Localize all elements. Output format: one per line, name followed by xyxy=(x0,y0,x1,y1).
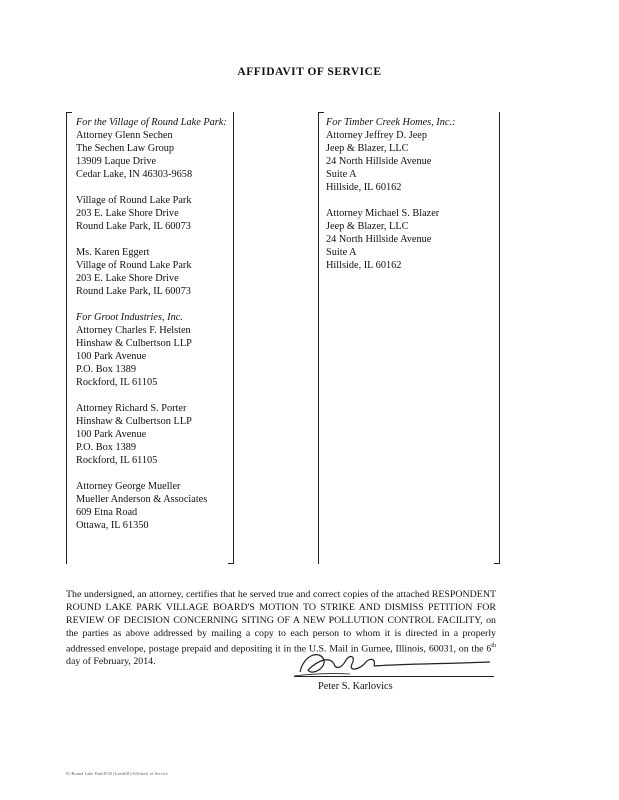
address-line: Hillside, IL 60162 xyxy=(326,182,402,193)
address-line: Village of Round Lake Park xyxy=(76,260,192,271)
address-block xyxy=(76,246,246,298)
address-block xyxy=(76,402,246,467)
address-line: Suite A xyxy=(326,247,357,258)
address-line: 13909 Laque Drive xyxy=(76,156,157,167)
signature-line xyxy=(294,676,494,677)
address-line: Round Lake Park, IL 60073 xyxy=(76,221,191,232)
address-line: Attorney Richard S. Porter xyxy=(76,403,187,414)
address-line: 609 Etna Road xyxy=(76,507,138,518)
address-line: P.O. Box 1389 xyxy=(76,364,137,375)
address-line: 203 E. Lake Shore Drive xyxy=(76,273,179,284)
address-line: Hillside, IL 60162 xyxy=(326,260,402,271)
certification-text: The undersigned, an attorney, certifies that he served true and correct copies of the attached RESPONDENT ROUND LAKE PARK VILLAGE BOARD'S MOTION TO STRIKE AND DISMISS PETITION FOR REVIEW OF DECISION CONCERNING SITING OF A NEW POLLUTION CONTROL FACILITY, on the parties as above addressed by mailing a copy to each person to whom it is directed in a properly addressed envelope, postage prepaid and depositing it in the U.S. Mail in Gurnee, Illinois, 60031, on the 6 xyxy=(66,589,496,655)
right-address-column xyxy=(326,116,506,285)
address-line: 100 Park Avenue xyxy=(76,351,147,362)
footer-file-path: N:\Round Lake Park\PCB (Landfill)\Affidavit of Service xyxy=(66,771,169,776)
address-line: Attorney George Mueller xyxy=(76,481,181,492)
address-line: Suite A xyxy=(326,169,357,180)
certification-text-end: day of February, 2014. xyxy=(66,656,156,668)
certification-superscript: th xyxy=(491,643,496,649)
address-line: The Sechen Law Group xyxy=(76,143,175,154)
party-heading: For Timber Creek Homes, Inc.: xyxy=(326,117,456,128)
address-block xyxy=(76,116,246,181)
address-line: 24 North Hillside Avenue xyxy=(326,234,432,245)
address-line: Cedar Lake, IN 46303-9658 xyxy=(76,169,193,180)
address-line: Ms. Karen Eggert xyxy=(76,247,150,258)
address-line: Rockford, IL 61105 xyxy=(76,377,158,388)
address-line: Rockford, IL 61105 xyxy=(76,455,158,466)
left-address-column xyxy=(76,116,246,545)
signatory-name: Peter S. Karlovics xyxy=(318,681,393,692)
address-block xyxy=(326,116,506,194)
address-line: Hinshaw & Culbertson LLP xyxy=(76,416,192,427)
address-line: Attorney Jeffrey D. Jeep xyxy=(326,130,428,141)
address-line: Round Lake Park, IL 60073 xyxy=(76,286,191,297)
address-line: 100 Park Avenue xyxy=(76,429,147,440)
address-line: Mueller Anderson & Associates xyxy=(76,494,208,505)
address-line: Jeep & Blazer, LLC xyxy=(326,143,409,154)
address-line: Attorney Charles F. Helsten xyxy=(76,325,191,336)
address-line: Attorney Glenn Sechen xyxy=(76,130,173,141)
party-heading: For the Village of Round Lake Park: xyxy=(76,117,227,128)
address-line: Attorney Michael S. Blazer xyxy=(326,208,440,219)
address-block xyxy=(326,207,506,272)
address-line: P.O. Box 1389 xyxy=(76,442,137,453)
address-line: 24 North Hillside Avenue xyxy=(326,156,432,167)
address-line: 203 E. Lake Shore Drive xyxy=(76,208,179,219)
address-block xyxy=(76,311,246,389)
party-heading: For Groot Industries, Inc. xyxy=(76,312,183,323)
address-line: Hinshaw & Culbertson LLP xyxy=(76,338,192,349)
document-title: AFFIDAVIT OF SERVICE xyxy=(237,66,382,78)
address-block xyxy=(76,194,246,233)
address-line: Village of Round Lake Park xyxy=(76,195,192,206)
address-line: Ottawa, IL 61350 xyxy=(76,520,149,531)
address-line: Jeep & Blazer, LLC xyxy=(326,221,409,232)
address-block xyxy=(76,480,246,532)
